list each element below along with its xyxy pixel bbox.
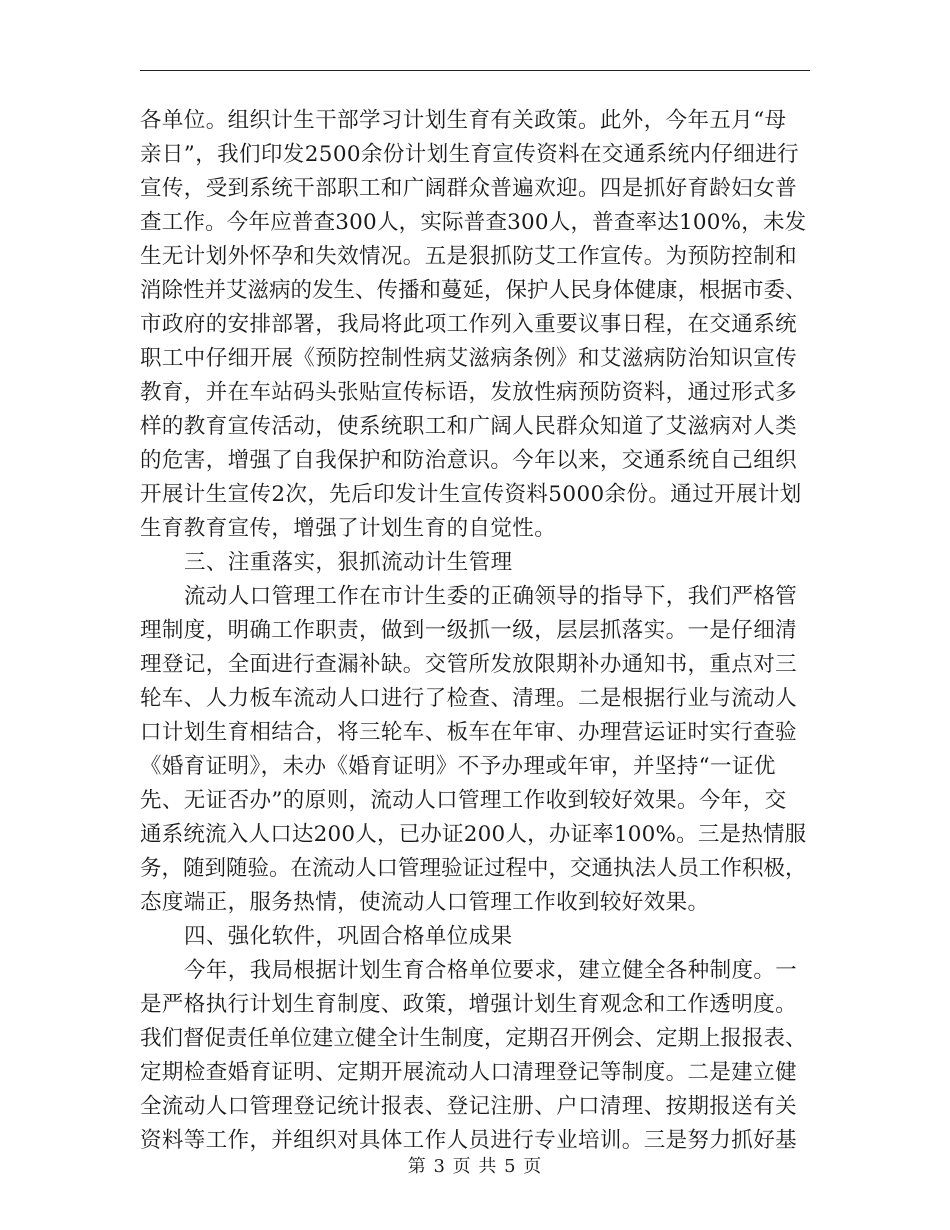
text-line: 定期检查婚育证明、定期开展流动人口清理登记等制度。二是建立健 bbox=[140, 1060, 798, 1085]
text-line: 消除性并艾滋病的发生、传播和蔓延，保护人民身体健康，根据市委、 bbox=[140, 278, 807, 303]
text-line: 生无计划外怀孕和失效情况。五是狠抓防艾工作宣传。为预防控制和 bbox=[140, 244, 798, 269]
text-line: 口计划生育相结合，将三轮车、板车在年审、办理营运证时实行查验 bbox=[140, 720, 798, 745]
text-line: 生育教育宣传，增强了计划生育的自觉性。 bbox=[140, 516, 557, 541]
page-number: 第 3 页 共 5 页 bbox=[407, 1156, 543, 1177]
text-line: 通系统流入人口达200人，已办证200人，办证率100%。三是热情服 bbox=[140, 822, 807, 847]
text-line: 市政府的安排部署，我局将此项工作列入重要议事日程，在交通系统 bbox=[140, 312, 798, 337]
text-line: 样的教育宣传活动，使系统职工和广阔人民群众知道了艾滋病对人类 bbox=[140, 414, 798, 439]
text-line: 四、强化软件，巩固合格单位成果 bbox=[184, 924, 513, 949]
text-line: 查工作。今年应普查300人，实际普查300人，普查率达100%，未发 bbox=[140, 210, 807, 235]
text-line: 轮车、人力板车流动人口进行了检查、清理。二是根据行业与流动人 bbox=[140, 686, 798, 711]
text-line: 态度端正，服务热情，使流动人口管理工作收到较好效果。 bbox=[140, 890, 710, 915]
text-line: 今年，我局根据计划生育合格单位要求，建立健全各种制度。一 bbox=[184, 958, 798, 983]
text-line: 三、注重落实，狠抓流动计生管理 bbox=[184, 550, 513, 575]
text-line: 教育，并在车站码头张贴宣传标语，发放性病预防资料，通过形式多 bbox=[140, 380, 798, 405]
text-line: 理登记，全面进行查漏补缺。交管所发放限期补办通知书，重点对三 bbox=[140, 652, 798, 677]
text-line: 宣传，受到系统干部职工和广阔群众普遍欢迎。四是抓好育龄妇女普 bbox=[140, 176, 798, 201]
text-line: 资料等工作，并组织对具体工作人员进行专业培训。三是努力抓好基 bbox=[140, 1128, 798, 1153]
text-line: 流动人口管理工作在市计生委的正确领导的指导下，我们严格管 bbox=[184, 584, 798, 609]
text-line: 职工中仔细开展《预防控制性病艾滋病条例》和艾滋病防治知识宣传 bbox=[140, 346, 798, 371]
header-rule bbox=[140, 70, 810, 71]
text-line: 我们督促责任单位建立健全计生制度，定期召开例会、定期上报报表、 bbox=[140, 1026, 807, 1051]
text-line: 是严格执行计划生育制度、政策，增强计划生育观念和工作透明度。 bbox=[140, 992, 798, 1017]
text-line: 各单位。组织计生干部学习计划生育有关政策。此外，今年五月“母 bbox=[140, 108, 787, 133]
text-line: 理制度，明确工作职责，做到一级抓一级，层层抓落实。一是仔细清 bbox=[140, 618, 798, 643]
text-line: 先、无证否办”的原则，流动人口管理工作收到较好效果。今年，交 bbox=[140, 788, 787, 813]
text-line: 全流动人口管理登记统计报表、登记注册、户口清理、按期报送有关 bbox=[140, 1094, 798, 1119]
text-line: 亲日”，我们印发2500余份计划生育宣传资料在交通系统内仔细进行 bbox=[140, 142, 800, 167]
text-line: 《婚育证明》，未办《婚育证明》不予办理或年审，并坚持“一证优 bbox=[140, 754, 776, 779]
text-line: 务，随到随验。在流动人口管理验证过程中，交通执法人员工作积极， bbox=[140, 856, 807, 881]
text-line: 的危害，增强了自我保护和防治意识。今年以来，交通系统自己组织 bbox=[140, 448, 798, 473]
document-body bbox=[140, 104, 812, 1158]
text-line: 开展计生宣传2次，先后印发计生宣传资料5000余份。通过开展计划 bbox=[140, 482, 802, 507]
